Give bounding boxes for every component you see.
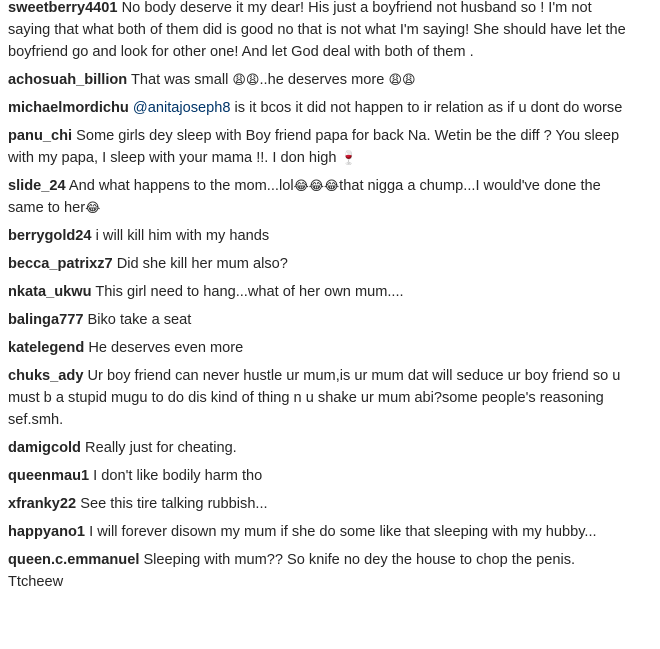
comment-item	[8, 549, 628, 593]
comment-username[interactable]: queenmau1	[8, 468, 90, 484]
comment-item	[8, 437, 628, 459]
comment-item	[8, 493, 628, 515]
comment-username[interactable]: xfranky22	[8, 496, 77, 512]
comment-username[interactable]: berrygold24	[8, 228, 92, 244]
comment-text: Biko take a seat	[87, 312, 192, 328]
comment-item	[8, 0, 628, 63]
comment-item	[8, 253, 628, 275]
comment-username[interactable]: panu_chi	[8, 128, 73, 144]
comment-username[interactable]: katelegend	[8, 340, 85, 356]
comment-username[interactable]: becca_patrixz7	[8, 256, 113, 272]
comment-item	[8, 309, 628, 331]
comment-item	[8, 97, 628, 119]
comment-item	[8, 337, 628, 359]
comment-text: And what happens to the mom...lol	[68, 178, 294, 194]
comment-text: Did she kill her mum also?	[116, 256, 288, 272]
weary-face-emoji-icon: 😩😩	[388, 73, 416, 88]
comment-username[interactable]: sweetberry4401	[8, 0, 118, 16]
comment-username[interactable]: slide_24	[8, 178, 66, 194]
comment-username[interactable]: michaelmordichu	[8, 100, 129, 116]
comment-username[interactable]: nkata_ukwu	[8, 284, 92, 300]
comment-text: I don't like bodily harm tho	[93, 468, 263, 484]
comment-username[interactable]: achosuah_billion	[8, 72, 128, 88]
comment-item	[8, 465, 628, 487]
comment-text: ..he deserves more	[259, 72, 389, 88]
comment-text: Really just for cheating.	[85, 440, 237, 456]
comment-text: that nigga a chump...I would've done the same to her	[8, 178, 601, 216]
comment-text: That was small	[131, 72, 233, 88]
comment-mention-link[interactable]: @anitajoseph8	[132, 100, 231, 116]
comment-item	[8, 125, 628, 169]
comment-text: Sleeping with mum?? So knife no dey the house to chop the penis. Ttcheew	[8, 552, 576, 590]
laughing-face-emoji-icon: 😂😂😂	[293, 179, 340, 194]
laughing-face-emoji-icon: 😂	[85, 201, 101, 216]
comment-text: He deserves even more	[88, 340, 244, 356]
wine-glass-emoji-icon: 🍷	[340, 151, 357, 166]
comment-username[interactable]: damigcold	[8, 440, 81, 456]
comment-item	[8, 225, 628, 247]
comment-username[interactable]: happyano1	[8, 524, 86, 540]
comment-item	[8, 521, 628, 543]
comment-item	[8, 281, 628, 303]
comment-username[interactable]: balinga777	[8, 312, 84, 328]
comment-item	[8, 365, 628, 431]
comment-username[interactable]: chuks_ady	[8, 368, 84, 384]
comment-text: No body deserve it my dear! His just a boyfriend not husband so ! I'm not saying that what both of them did is good no that is not what I'm saying! She should have let the boyfriend go and look for other one! And let God deal with both of them .	[8, 0, 626, 60]
comment-text: is it bcos it did not happen to ir relation as if u dont do worse	[230, 100, 623, 116]
weary-face-emoji-icon: 😩😩	[232, 73, 260, 88]
comment-text: See this tire talking rubbish...	[80, 496, 268, 512]
comment-text: This girl need to hang...what of her own mum....	[95, 284, 404, 300]
comment-text: Some girls dey sleep with Boy friend papa for back Na. Wetin be the diff ? You sleep with my papa, I sleep with your mama !!. I don high	[8, 128, 620, 166]
comment-username[interactable]: queen.c.emmanuel	[8, 552, 140, 568]
comment-item	[8, 69, 628, 91]
comment-text: i will kill him with my hands	[95, 228, 270, 244]
comment-text: Ur boy friend can never hustle ur mum,is ur mum dat will seduce ur boy friend so u must b a stupid mugu to do dis kind of thing n u shake ur mum abi?some people's reasoning sef.smh.	[8, 368, 621, 428]
comment-text: I will forever disown my mum if she do some like that sleeping with my hubby...	[89, 524, 597, 540]
comment-item	[8, 175, 628, 219]
